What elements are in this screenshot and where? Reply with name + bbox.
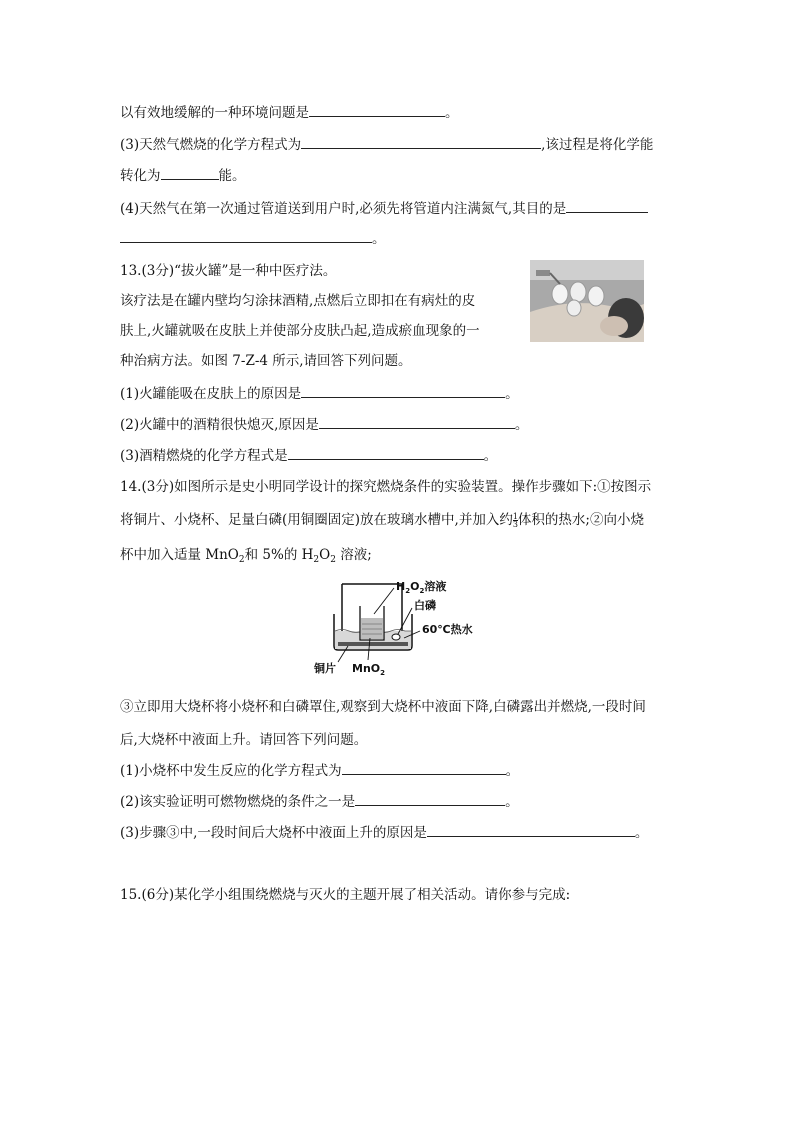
q12-line-3: 转化为 能。 xyxy=(120,168,246,184)
q13-blank-1[interactable] xyxy=(301,385,505,398)
cupping-photo-illustration xyxy=(530,260,644,342)
q14-line-5: 后,大烧杯中液面上升。请回答下列问题。 xyxy=(120,732,368,748)
q14-blank-2[interactable] xyxy=(355,793,505,806)
q13-para-3: 种治病方法。如图 7-Z-4 所示,请回答下列问题。 xyxy=(120,353,412,369)
experiment-apparatus-diagram xyxy=(312,576,482,676)
label-white-phosphorus: 白磷 xyxy=(414,599,436,612)
q12-line-4: (4)天然气在第一次通过管道送到用户时,必须先将管道内注满氮气,其目的是 xyxy=(120,200,648,218)
label-hot-water: 60℃热水 xyxy=(422,623,473,636)
q12-line-5: 。 xyxy=(120,230,386,248)
q15-title: 15.(6分)某化学小组围绕燃烧与灭火的主题开展了相关活动。请你参与完成: xyxy=(120,887,571,903)
fraction-one-third: $\frac{1}{3}$ xyxy=(512,512,518,529)
q13-blank-2[interactable] xyxy=(319,416,515,429)
q13-title: 13.(3分)“拔火罐”是一种中医疗法。 xyxy=(120,263,337,279)
q13-answer-2: (2)火罐中的酒精很快熄灭,原因是 。 xyxy=(120,417,529,433)
q12-blank-4b[interactable] xyxy=(120,230,372,243)
q13-answer-1: (1)火罐能吸在皮肤上的原因是 。 xyxy=(120,386,519,402)
label-h2o2-solution: $H_2O_2$溶液 xyxy=(396,580,447,595)
q14-answer-3: (3)步骤③中,一段时间后大烧杯中液面上升的原因是 。 xyxy=(120,825,649,841)
q12-blank-4a[interactable] xyxy=(566,200,648,213)
q12-blank-2[interactable] xyxy=(301,136,541,149)
q14-blank-1[interactable] xyxy=(342,762,506,775)
q12-line-2-text: (3)天然气燃烧的化学方程式为 xyxy=(120,137,302,153)
q12-blank-1[interactable] xyxy=(309,104,445,117)
q13-answer-3: (3)酒精燃烧的化学方程式是 。 xyxy=(120,448,498,464)
apparatus-svg xyxy=(312,576,482,676)
q12-blank-3[interactable] xyxy=(161,167,219,180)
cupping-therapy-photo xyxy=(530,260,644,342)
q14-line-4: ③立即用大烧杯将小烧杯和白磷罩住,观察到大烧杯中液面下降,白磷露出并燃烧,一段时间 xyxy=(120,699,646,715)
q12-line-1: 以有效地缓解的一种环境问题是 。 xyxy=(120,105,459,121)
q14-answer-1: (1)小烧杯中发生反应的化学方程式为 。 xyxy=(120,763,520,779)
label-mno2: MnO$_2$ xyxy=(352,662,386,676)
q14-line-2: 将铜片、小烧杯、足量白磷(用铜圈固定)放在玻璃水槽中,并加入约 $\frac{1}{3}$ 体积的热水;②向小烧 xyxy=(120,512,644,529)
q12-line-1-text: 以有效地缓解的一种环境问题是 xyxy=(120,105,309,121)
q12-line-2: (3)天然气燃烧的化学方程式为 ,该过程是将化学能 xyxy=(120,137,654,153)
q14-blank-3[interactable] xyxy=(427,824,635,837)
label-copper-plate: 铜片 xyxy=(314,662,336,675)
q14-line-1: 14.(3分)如图所示是史小明同学设计的探究燃烧条件的实验装置。操作步骤如下:①按图示 xyxy=(120,479,652,495)
q13-blank-3[interactable] xyxy=(288,447,484,460)
q13-para-1: 该疗法是在罐内壁均匀涂抹酒精,点燃后立即扣在有病灶的皮 xyxy=(120,293,476,309)
q13-para-2: 肤上,火罐就吸在皮肤上并使部分皮肤凸起,造成瘀血现象的一 xyxy=(120,323,480,339)
q14-answer-2: (2)该实验证明可燃物燃烧的条件之一是 。 xyxy=(120,794,519,810)
q14-line-3: 杯中加入适量 MnO$_2$和 5%的 $H_2O_2$ 溶液; xyxy=(120,547,372,565)
